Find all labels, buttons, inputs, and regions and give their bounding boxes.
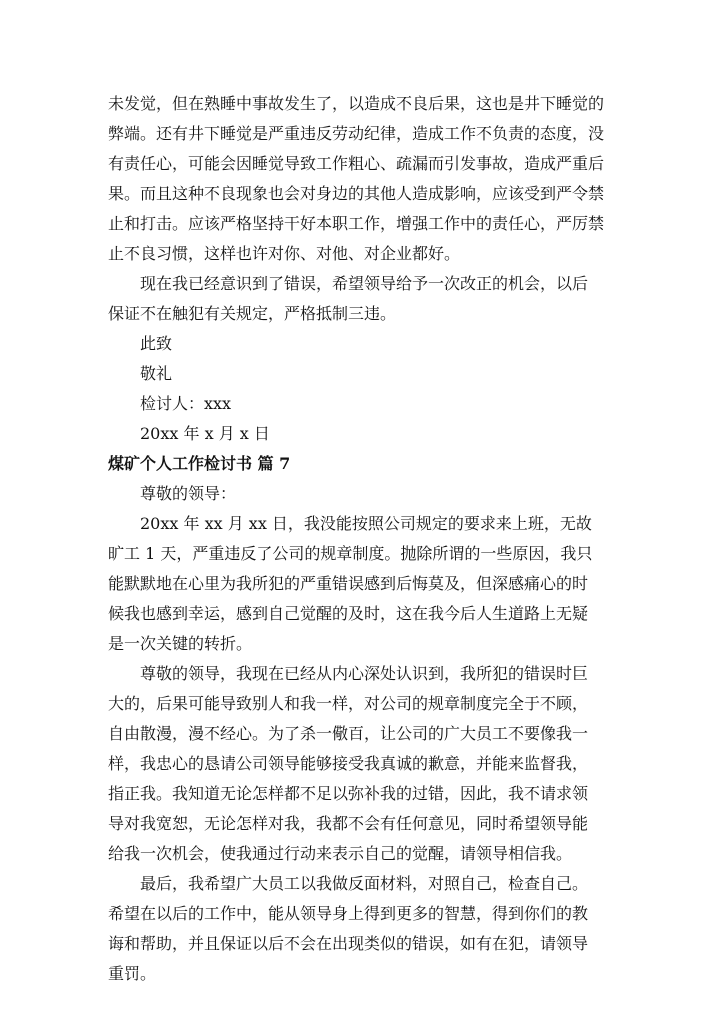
- body-line: 大的，后果可能导致别人和我一样，对公司的规章制度完全于不顾，: [108, 694, 589, 713]
- body-line: 最后，我希望广大员工以我做反面材料，对照自己，检查自己。: [140, 874, 589, 893]
- body-line: 20xx 年 xx 月 xx 日，我没能按照公司规定的要求来上班，无故: [140, 514, 592, 533]
- body-line: 止和打击。应该严格坚持干好本职工作，增强工作中的责任心，严厉禁: [108, 214, 605, 233]
- closing-salutation: 此致: [140, 334, 173, 353]
- body-line: 候我也感到幸运，感到自己觉醒的及时，这在我今后人生道路上无疑: [108, 604, 589, 623]
- body-line: 尊敬的领导，我现在已经从内心深处认识到，我所犯的错误时巨: [140, 664, 589, 683]
- body-line: 诲和帮助，并且保证以后不会在出现类似的错误，如有在犯，请领导: [108, 934, 589, 953]
- closing-salutation: 敬礼: [140, 364, 173, 383]
- body-line: 有责任心，可能会因睡觉导致工作粗心、疏漏而引发事故，造成严重后: [108, 154, 605, 173]
- body-line: 样，我忠心的恳请公司领导能够接受我真诚的歉意，并能来监督我，: [108, 754, 589, 773]
- date-line: 20xx 年 x 月 x 日: [140, 424, 270, 443]
- body-line: 给我一次机会，使我通过行动来表示自己的觉醒，请领导相信我。: [108, 844, 573, 863]
- body-line: 指正我。我知道无论怎样都不足以弥补我的过错，因此，我不请求领: [108, 784, 589, 803]
- body-line: 自由散漫，漫不经心。为了杀一儆百，让公司的广大员工不要像我一: [108, 724, 589, 743]
- section-title: 煤矿个人工作检讨书 篇 7: [108, 454, 291, 473]
- body-line: 是一次关键的转折。: [108, 634, 253, 653]
- body-line: 未发觉，但在熟睡中事故发生了，以造成不良后果，这也是井下睡觉的: [108, 94, 605, 113]
- body-line: 希望在以后的工作中，能从领导身上得到更多的智慧，得到你们的教: [108, 904, 589, 923]
- body-line: 保证不在触犯有关规定，严格抵制三违。: [108, 304, 397, 323]
- body-line: 导对我宽恕，无论怎样对我，我都不会有任何意见，同时希望领导能: [108, 814, 589, 833]
- body-line: 现在我已经意识到了错误，希望领导给予一次改正的机会，以后: [140, 274, 589, 293]
- body-line: 弊端。还有井下睡觉是严重违反劳动纪律，造成工作不负责的态度，没: [108, 124, 605, 143]
- signature-line: 检讨人：xxx: [140, 394, 232, 413]
- body-line: 果。而且这种不良现象也会对身边的其他人造成影响，应该受到严令禁: [108, 184, 605, 203]
- body-line: 能默默地在心里为我所犯的严重错误感到后悔莫及，但深感痛心的时: [108, 574, 589, 593]
- body-line: 重罚。: [108, 964, 157, 983]
- greeting-line: 尊敬的领导：: [140, 484, 237, 503]
- body-line: 止不良习惯，这样也许对你、对他、对企业都好。: [108, 244, 461, 263]
- body-line: 旷工 1 天，严重违反了公司的规章制度。抛除所谓的一些原因，我只: [108, 544, 593, 563]
